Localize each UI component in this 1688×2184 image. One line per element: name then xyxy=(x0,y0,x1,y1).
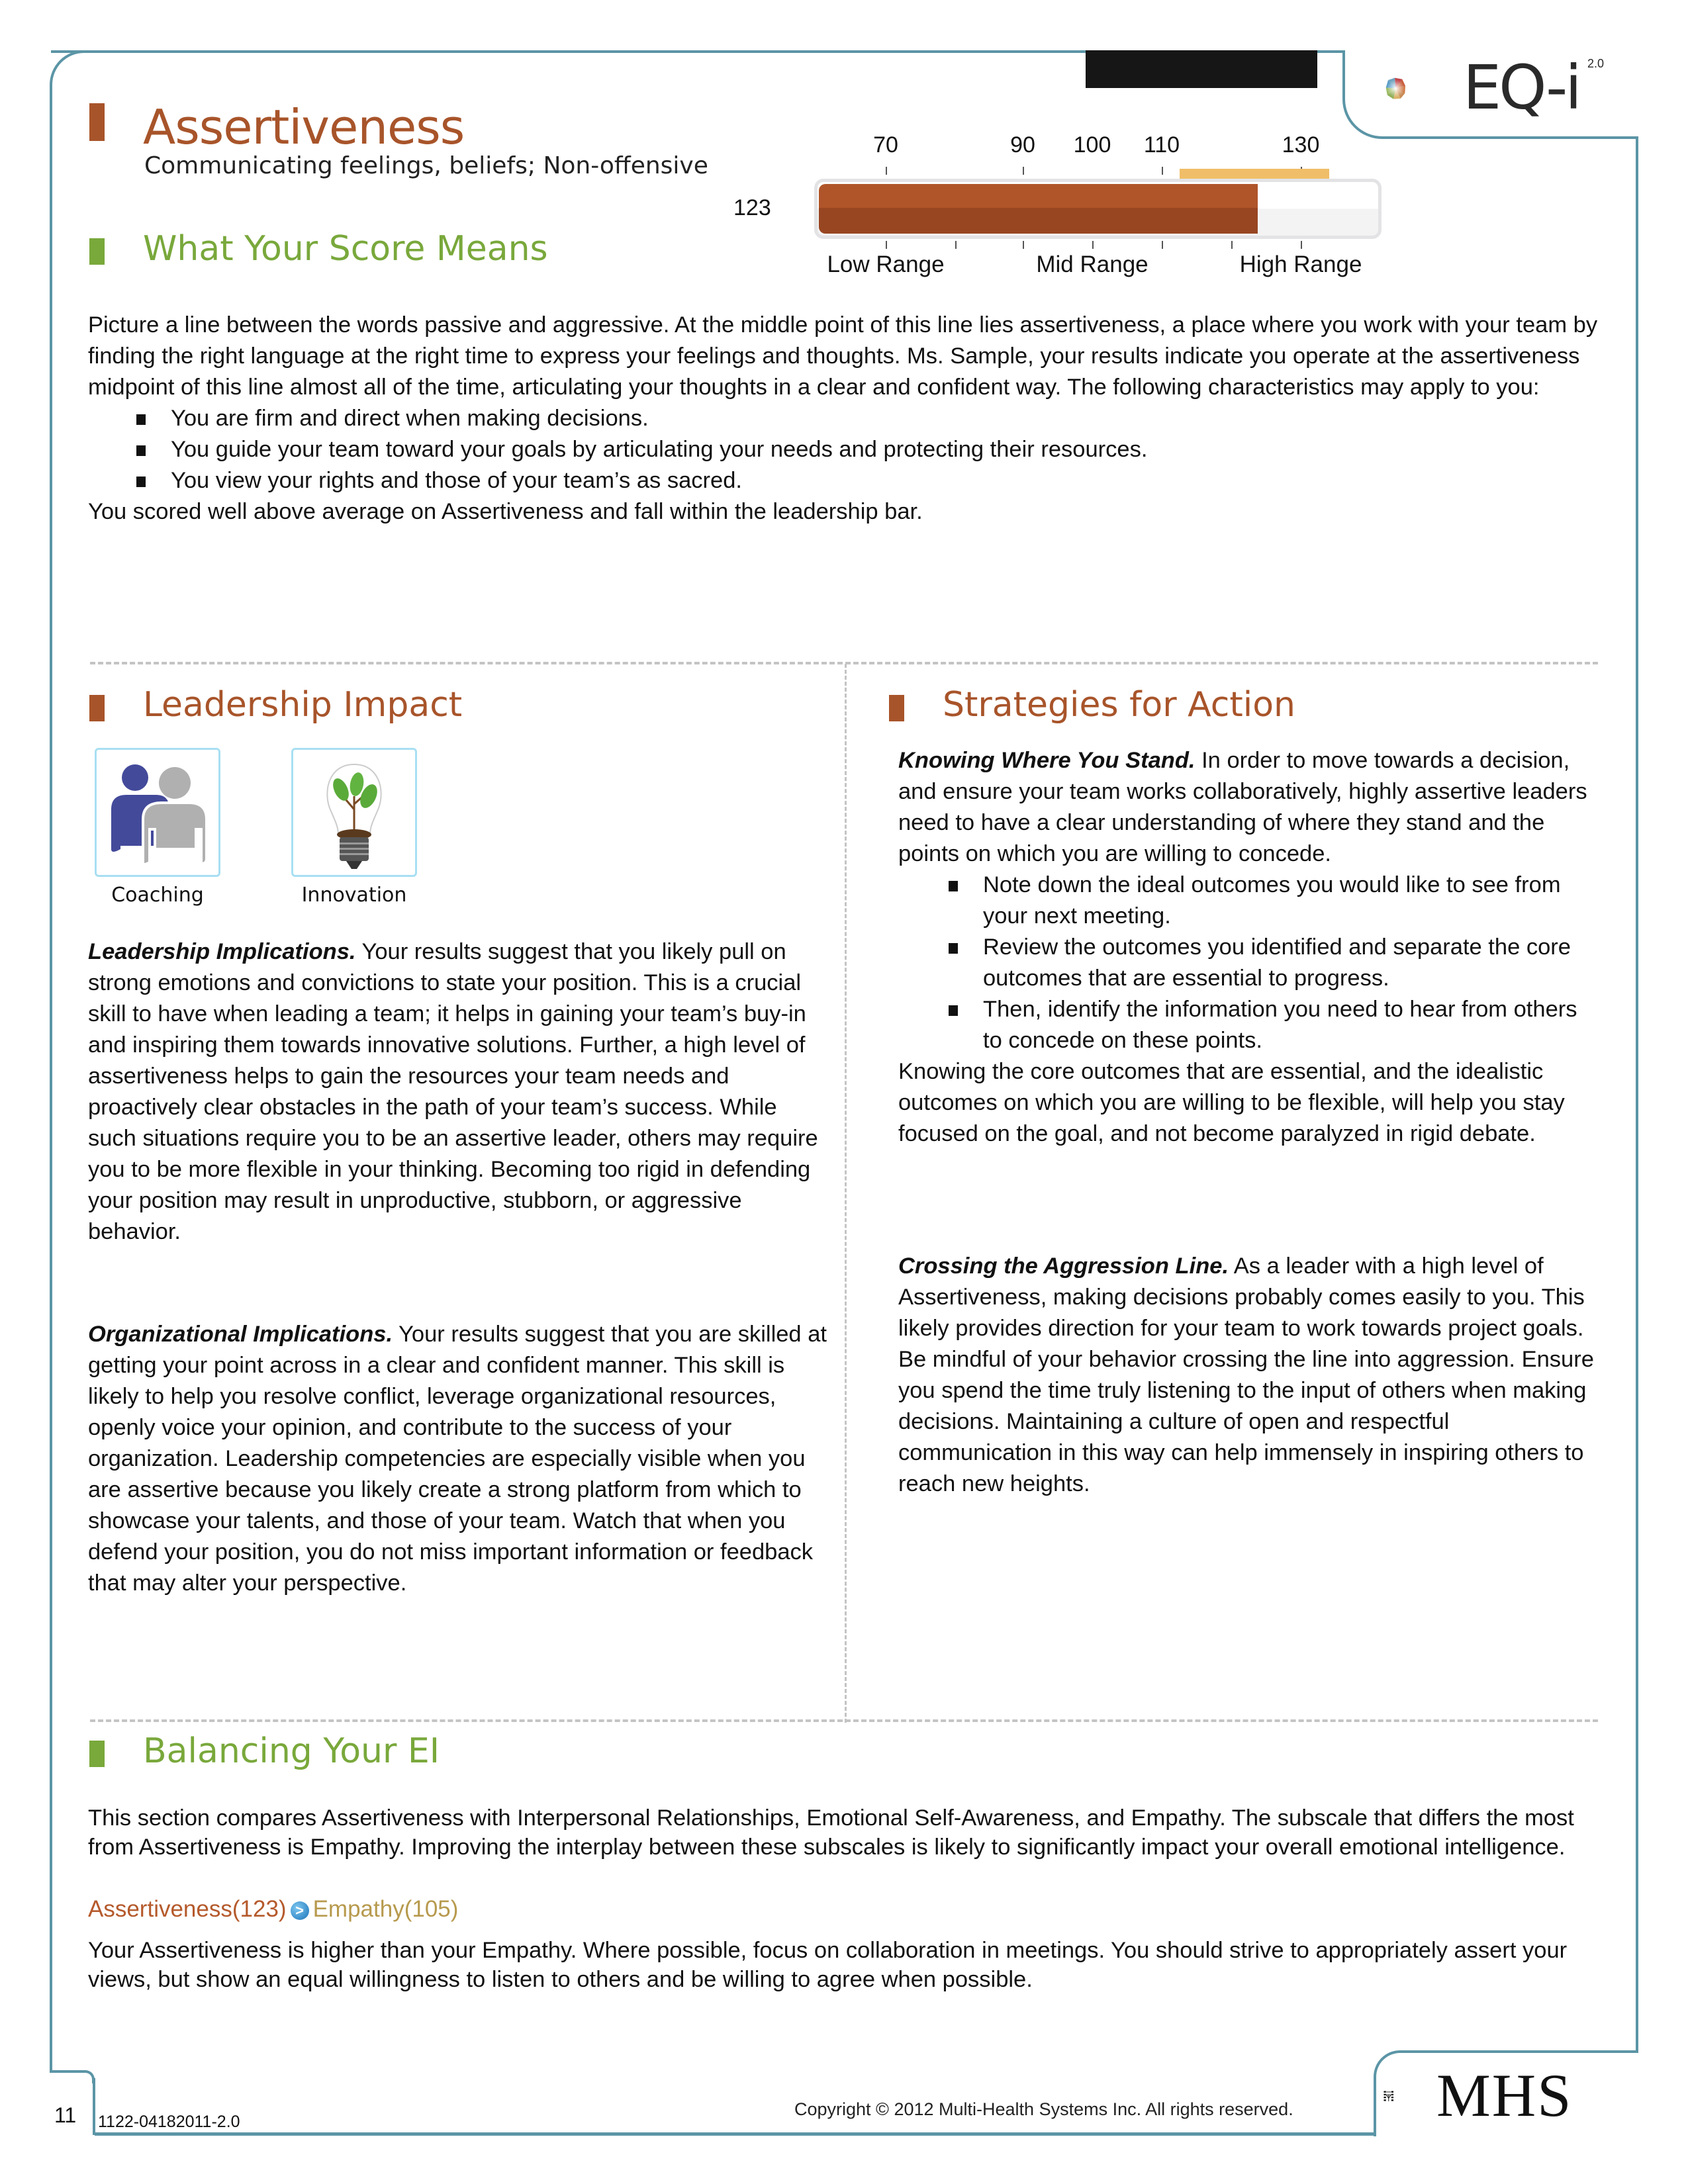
list-item: Note down the ideal outcomes you would like to see from your next meeting. xyxy=(943,870,1601,932)
tick-label-70: 70 xyxy=(873,132,898,158)
strategy-2-lead: Crossing the Aggression Line. xyxy=(898,1253,1229,1279)
tick-mark xyxy=(1162,167,1163,175)
strategy-2-text: As a leader with a high level of Assertiveness, making decisions probably comes easily to you. This likely provides direction for your team to work towards project goals. Be mindful of your behavior crossing the line into aggression. Ensure you spend the time truly listening to the input of others when making decisions. Maintaining a culture of open and respectful communication in this way can help immensely in inspiring others to reach new heights. xyxy=(898,1253,1594,1496)
column-divider xyxy=(845,664,847,1723)
tick-mark xyxy=(886,241,887,249)
section-marker xyxy=(89,238,105,265)
leadership-impact-heading: Leadership Impact xyxy=(143,685,463,725)
list-item: Then, identify the information you need to hear from others to concede on these points. xyxy=(943,994,1601,1056)
section-divider xyxy=(90,662,1598,664)
range-label-low: Low Range xyxy=(827,251,945,277)
page-frame-corner xyxy=(50,50,89,90)
section-divider xyxy=(90,1719,1598,1722)
mhs-logo-text: MHS xyxy=(1436,2062,1573,2129)
score-means-intro: Picture a line between the words passive and aggressive. At the middle point of this line lies assertiveness, a place where you work with your team by finding the right language at the right time to express your feelings and thoughts. Ms. Sample, your results indicate you operate at the assertiveness midpoint of this line almost all of the time, articulating your thoughts in a clear and confident way. The following characteristics may apply to you: xyxy=(88,312,1598,400)
page-subtitle: Communicating feelings, beliefs; Non-offensive xyxy=(144,152,708,179)
score-means-bullets xyxy=(131,403,1604,496)
score-value: 123 xyxy=(733,195,771,220)
tick-label-110: 110 xyxy=(1143,132,1180,158)
list-item: You are firm and direct when making decisions. xyxy=(131,403,1604,434)
list-item: You view your rights and those of your team’s as sacred. xyxy=(131,465,1604,496)
innovation-label: Innovation xyxy=(301,884,407,907)
strategy-crossing-aggression-line xyxy=(898,1251,1601,1500)
organizational-implications-text: Your results suggest that you are skilled at getting your point across in a clear and confident manner. This skill is likely to help you resolve conflict, leverage organizational resources, openly voice your opinion, and contribute to the success of your organization. Leadership competencies are especially visible when you are assertive because you likely create a strong platform from which to showcase your talents, and those of your team. Watch that when you defend your position, you do not miss important information or feedback that may alter your perspective. xyxy=(88,1322,827,1596)
mhs-emblem-icon xyxy=(1383,2070,1436,2123)
page-frame-bottom xyxy=(95,2132,1376,2136)
organizational-implications-lead: Organizational Implications. xyxy=(88,1322,393,1347)
tick-label-130: 130 xyxy=(1282,132,1320,158)
tick-label-90: 90 xyxy=(1010,132,1035,158)
redacted-name-block xyxy=(1086,50,1317,88)
leadership-implications-lead: Leadership Implications. xyxy=(88,939,356,964)
greater-than-icon: > xyxy=(291,1901,309,1920)
range-label-mid: Mid Range xyxy=(1036,251,1149,277)
tick-mark xyxy=(1092,241,1094,249)
tick-mark xyxy=(955,241,957,249)
organizational-implications xyxy=(88,1319,829,1599)
coaching-people-icon xyxy=(97,750,218,875)
range-label-high: High Range xyxy=(1239,251,1362,277)
section-marker xyxy=(89,1741,105,1767)
leadership-bar-band xyxy=(1180,169,1329,179)
tick-mark xyxy=(1231,241,1233,249)
strategy-1-bullets xyxy=(943,870,1601,1056)
score-means-closing: You scored well above average on Assertiveness and fall within the leadership bar. xyxy=(88,499,923,524)
strategy-1-lead: Knowing Where You Stand. xyxy=(898,748,1196,773)
score-means-body xyxy=(88,310,1604,527)
page-frame-right xyxy=(1636,136,1638,2056)
copyright-text: Copyright © 2012 Multi-Health Systems Inc. All rights reserved. xyxy=(794,2099,1293,2119)
balancing-intro: This section compares Assertiveness with Interpersonal Relationships, Emotional Self-Awareness, and Empathy. The subscale that differs the most from Assertiveness is Empathy. Improving the interplay between these subscales is likely to significantly impact your overall emotional intelligence. xyxy=(88,1805,1574,1860)
balancing-heading: Balancing Your EI xyxy=(143,1731,440,1771)
coaching-card xyxy=(95,748,220,877)
tick-mark xyxy=(886,167,887,175)
eqi-logo-version: 2.0 xyxy=(1587,57,1605,70)
strategy-1-closing: Knowing the core outcomes that are essential, and the idealistic outcomes on which you are willing to be flexible, will help you stay focused on the goal, and not become paralyzed in rigid debate. xyxy=(898,1059,1565,1146)
title-marker xyxy=(89,103,105,141)
lightbulb-plant-icon xyxy=(293,750,415,875)
subscale-comparison xyxy=(88,1896,458,1923)
page-frame-left xyxy=(50,86,52,2071)
eqi-logo-text: EQ-i xyxy=(1463,52,1579,123)
score-bar-fill xyxy=(819,184,1258,234)
tick-mark xyxy=(1023,241,1024,249)
strategies-heading: Strategies for Action xyxy=(943,685,1295,725)
balancing-advice: Your Assertiveness is higher than your Empathy. Where possible, focus on collaboration in meetings. You should strive to appropriately assert your views, but show an equal willingness to listen to others and be willing to agree when possible. xyxy=(88,1938,1568,1992)
strategy-knowing-where-you-stand xyxy=(898,745,1601,1150)
coaching-label: Coaching xyxy=(111,884,204,907)
score-means-heading: What Your Score Means xyxy=(143,229,548,269)
tick-mark xyxy=(1162,241,1163,249)
list-item: Review the outcomes you identified and separate the core outcomes that are essential to progress. xyxy=(943,932,1601,994)
compare-empathy: Empathy(105) xyxy=(312,1896,459,1922)
tick-label-100: 100 xyxy=(1073,132,1111,158)
document-code: 1122-04182011-2.0 xyxy=(98,2113,240,2131)
compare-assertiveness: Assertiveness(123) xyxy=(88,1896,287,1922)
list-item: You guide your team toward your goals by articulating your needs and protecting their resources. xyxy=(131,434,1604,465)
page-title: Assertiveness xyxy=(143,99,465,155)
page-number: 11 xyxy=(54,2103,77,2127)
innovation-card xyxy=(291,748,417,877)
leadership-implications-text: Your results suggest that you likely pull on strong emotions and convictions to state your position. This is a crucial skill to have when leading a team; it helps in gaining your team’s buy-in and inspiring them towards innovative solutions. Further, a high level of assertiveness helps to gain the resources your team needs and proactively clear obstacles in the path of your team’s success. While such situations require you to be an assertive leader, others may require you to be more flexible in your thinking. Becoming too rigid in defending your position may result in unproductive, stubborn, or aggressive behavior. xyxy=(88,939,818,1244)
page-frame-bottom-left-corner xyxy=(50,2070,95,2083)
strategy-1-text: In order to move towards a decision, and ensure your team works collaboratively, highly assertive leaders need to have a clear understanding of where they stand and the points on which you are willing to concede. xyxy=(898,748,1587,866)
section-marker xyxy=(889,695,904,721)
section-marker xyxy=(89,695,105,721)
tick-mark xyxy=(1023,167,1024,175)
page-frame-bottom-left-edge xyxy=(93,2078,95,2135)
tick-mark xyxy=(1301,241,1302,249)
eqi-logo-icon xyxy=(1383,52,1463,124)
leadership-implications xyxy=(88,936,829,1248)
